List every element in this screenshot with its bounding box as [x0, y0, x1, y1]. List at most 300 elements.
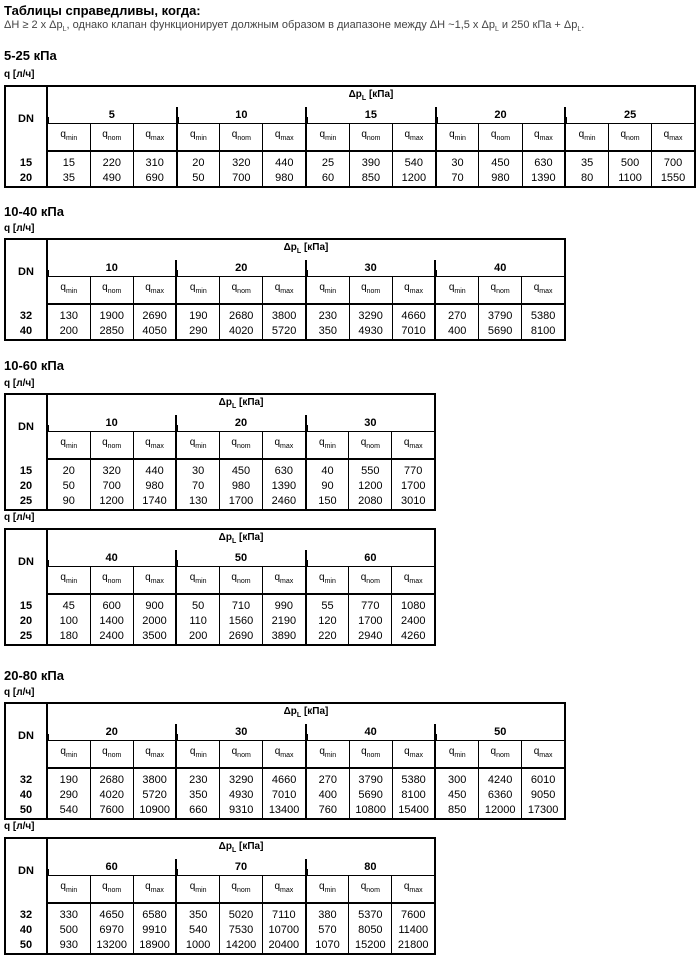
- dn-value: 32: [5, 903, 47, 923]
- table-row: [5, 304, 565, 324]
- flow-value: 900: [133, 594, 176, 614]
- section-heading: 5-25 кПа: [4, 48, 57, 63]
- flow-value: 230: [176, 768, 219, 788]
- flow-value: 110: [176, 614, 219, 629]
- flow-value: 1400: [90, 614, 133, 629]
- q-nom-label: $q_{nom}$: [90, 277, 133, 305]
- flow-value: 3010: [392, 494, 435, 510]
- flow-value: 13200: [90, 938, 133, 954]
- flow-value: 1700: [349, 614, 392, 629]
- flow-value: 7600: [90, 803, 133, 819]
- q-max-label: $q_{max}$: [133, 741, 176, 769]
- flow-value: 760: [306, 803, 349, 819]
- dp-value: 40: [435, 260, 565, 277]
- flow-value: 310: [133, 151, 176, 171]
- dp-value: 60: [47, 859, 176, 876]
- header-row: [5, 86, 695, 107]
- flow-value: 1100: [608, 171, 651, 187]
- q-min-label: $q_{min}$: [306, 567, 349, 595]
- flow-value: 7530: [219, 923, 262, 938]
- dp-values-row: [5, 550, 435, 567]
- flow-value: 1740: [133, 494, 176, 510]
- flow-value: 2690: [133, 304, 176, 324]
- flow-value: 3890: [263, 629, 306, 645]
- table-row: [5, 614, 435, 629]
- dp-header: $\Delta p_L$ [кПа]: [47, 529, 435, 550]
- flow-value: 6360: [479, 788, 522, 803]
- flow-value: 1700: [219, 494, 262, 510]
- dp-value: 40: [306, 724, 435, 741]
- q-max-label: $q_{max}$: [522, 277, 565, 305]
- flow-value: 300: [435, 768, 478, 788]
- flow-value: 35: [565, 151, 608, 171]
- flow-value: 550: [349, 459, 392, 479]
- page-title: Таблицы справедливы, когда:: [4, 3, 201, 18]
- dp-value: 80: [306, 859, 435, 876]
- dp-value: 20: [47, 724, 176, 741]
- q-nom-label: $q_{nom}$: [479, 277, 522, 305]
- flow-value: 25: [306, 151, 349, 171]
- flow-value: 190: [176, 304, 219, 324]
- table-row: [5, 768, 565, 788]
- flow-value: 2940: [349, 629, 392, 645]
- dn-value: 20: [5, 614, 47, 629]
- table-row: [5, 479, 435, 494]
- q-min-label: $q_{min}$: [306, 277, 349, 305]
- flow-table: [4, 393, 436, 511]
- q-max-label: $q_{max}$: [263, 124, 306, 152]
- flow-value: 4660: [392, 304, 435, 324]
- q-nom-label: $q_{nom}$: [220, 741, 263, 769]
- q-min-label: $q_{min}$: [306, 741, 349, 769]
- header-row: [5, 838, 435, 859]
- dn-header: DN: [5, 86, 47, 151]
- flow-value: 270: [306, 768, 349, 788]
- flow-table: [4, 837, 436, 955]
- flow-value: 190: [47, 768, 90, 788]
- q-min-label: $q_{min}$: [176, 741, 219, 769]
- flow-value: 100: [47, 614, 90, 629]
- q-nom-label: $q_{nom}$: [90, 741, 133, 769]
- dn-value: 50: [5, 938, 47, 954]
- flow-value: 45: [47, 594, 90, 614]
- q-nom-label: $q_{nom}$: [349, 567, 392, 595]
- q-max-label: $q_{max}$: [392, 876, 435, 904]
- dp-value: 50: [176, 550, 305, 567]
- dp-value: 30: [176, 724, 305, 741]
- section-heading: 10-40 кПа: [4, 204, 64, 219]
- q-max-label: $q_{max}$: [263, 876, 306, 904]
- dp-value: 25: [565, 107, 695, 124]
- flow-value: 130: [176, 494, 219, 510]
- flow-value: 180: [47, 629, 90, 645]
- flow-value: 1200: [393, 171, 436, 187]
- q-min-label: $q_{min}$: [435, 277, 478, 305]
- flow-value: 2850: [90, 324, 133, 340]
- dn-value: 40: [5, 923, 47, 938]
- flow-value: 6580: [133, 903, 176, 923]
- table-row: [5, 494, 435, 510]
- table-row: [5, 788, 565, 803]
- flow-value: 1080: [392, 594, 435, 614]
- flow-value: 850: [349, 171, 392, 187]
- flow-value: 2000: [133, 614, 176, 629]
- flow-value: 690: [133, 171, 176, 187]
- flow-value: 35: [47, 171, 90, 187]
- flow-value: 18900: [133, 938, 176, 954]
- flow-value: 700: [652, 151, 695, 171]
- unit-label: q [л/ч]: [4, 223, 35, 234]
- flow-value: 290: [47, 788, 90, 803]
- unit-label: q [л/ч]: [4, 378, 35, 389]
- flow-value: 220: [90, 151, 133, 171]
- flow-value: 1070: [306, 938, 349, 954]
- table-row: [5, 903, 435, 923]
- q-max-label: $q_{max}$: [133, 876, 176, 904]
- q-nom-label: $q_{nom}$: [479, 124, 522, 152]
- flow-value: 8050: [349, 923, 392, 938]
- q-labels-row: [5, 124, 695, 152]
- table-row: [5, 151, 695, 171]
- q-max-label: $q_{max}$: [133, 124, 176, 152]
- q-min-label: $q_{min}$: [177, 124, 220, 152]
- q-nom-label: $q_{nom}$: [219, 432, 262, 460]
- flow-value: 11400: [392, 923, 435, 938]
- q-labels-row: [5, 876, 435, 904]
- q-max-label: $q_{max}$: [392, 741, 435, 769]
- q-min-label: $q_{min}$: [435, 741, 478, 769]
- flow-table: [4, 702, 566, 820]
- q-min-label: $q_{min}$: [47, 567, 90, 595]
- dp-values-row: [5, 859, 435, 876]
- flow-value: 4660: [263, 768, 306, 788]
- dp-value: 10: [47, 260, 176, 277]
- flow-value: 50: [176, 594, 219, 614]
- dp-header: $\Delta p_L$ [кПа]: [47, 838, 435, 859]
- flow-value: 1700: [392, 479, 435, 494]
- unit-label: q [л/ч]: [4, 687, 35, 698]
- q-min-label: $q_{min}$: [306, 124, 349, 152]
- flow-value: 150: [306, 494, 349, 510]
- flow-value: 5720: [263, 324, 306, 340]
- intro-part: ΔH ≥ 2 x Δp: [4, 19, 63, 31]
- flow-value: 2680: [220, 304, 263, 324]
- flow-value: 7600: [392, 903, 435, 923]
- q-min-label: $q_{min}$: [47, 124, 90, 152]
- table-row: [5, 938, 435, 954]
- flow-value: 2460: [263, 494, 306, 510]
- flow-value: 50: [47, 479, 90, 494]
- dn-value: 20: [5, 171, 47, 187]
- dn-value: 20: [5, 479, 47, 494]
- unit-label: q [л/ч]: [4, 512, 35, 523]
- flow-value: 220: [306, 629, 349, 645]
- flow-value: 9310: [220, 803, 263, 819]
- flow-value: 3290: [349, 304, 392, 324]
- flow-value: 40: [306, 459, 349, 479]
- flow-value: 540: [393, 151, 436, 171]
- flow-table: [4, 85, 696, 188]
- intro-part: , однако клапан функционирует должным образом в диапазоне между ΔH ~1,5 x Δp: [66, 19, 495, 31]
- dp-value: 40: [47, 550, 176, 567]
- q-nom-label: $q_{nom}$: [608, 124, 651, 152]
- flow-value: 200: [176, 629, 219, 645]
- dp-value: 20: [436, 107, 566, 124]
- flow-value: 3500: [133, 629, 176, 645]
- dn-value: 50: [5, 803, 47, 819]
- flow-value: 440: [133, 459, 176, 479]
- q-min-label: $q_{min}$: [565, 124, 608, 152]
- q-min-label: $q_{min}$: [47, 876, 90, 904]
- flow-value: 10700: [263, 923, 306, 938]
- flow-value: 17300: [522, 803, 565, 819]
- section-heading: 20-80 кПа: [4, 668, 64, 683]
- dp-value: 20: [176, 415, 305, 432]
- flow-value: 500: [608, 151, 651, 171]
- flow-value: 4930: [220, 788, 263, 803]
- flow-value: 980: [219, 479, 262, 494]
- flow-value: 5690: [349, 788, 392, 803]
- flow-value: 770: [349, 594, 392, 614]
- dn-value: 40: [5, 324, 47, 340]
- header-row: [5, 703, 565, 724]
- intro-part: .: [581, 19, 585, 31]
- flow-value: 2400: [90, 629, 133, 645]
- intro-sub: L: [494, 26, 499, 34]
- dp-header: $\Delta p_L$ [кПа]: [47, 394, 435, 415]
- flow-value: 55: [306, 594, 349, 614]
- dn-value: 15: [5, 459, 47, 479]
- flow-value: 4020: [90, 788, 133, 803]
- flow-value: 1200: [349, 479, 392, 494]
- q-max-label: $q_{max}$: [652, 124, 695, 152]
- flow-value: 50: [177, 171, 220, 187]
- dp-header: $\Delta p_L$ [кПа]: [47, 703, 565, 724]
- dn-header: DN: [5, 394, 47, 459]
- flow-value: 1550: [652, 171, 695, 187]
- dp-value: 60: [306, 550, 435, 567]
- flow-value: 5380: [522, 304, 565, 324]
- unit-label: q [л/ч]: [4, 69, 35, 80]
- q-max-label: $q_{max}$: [522, 124, 565, 152]
- dn-header: DN: [5, 529, 47, 594]
- q-min-label: $q_{min}$: [436, 124, 479, 152]
- flow-value: 230: [306, 304, 349, 324]
- flow-value: 2690: [219, 629, 262, 645]
- flow-value: 2190: [263, 614, 306, 629]
- flow-value: 120: [306, 614, 349, 629]
- dn-header: DN: [5, 838, 47, 903]
- q-labels-row: [5, 432, 435, 460]
- q-min-label: $q_{min}$: [306, 876, 349, 904]
- q-nom-label: $q_{nom}$: [349, 124, 392, 152]
- section-heading: 10-60 кПа: [4, 358, 64, 373]
- flow-value: 20: [177, 151, 220, 171]
- intro-sub: L: [62, 26, 67, 34]
- q-nom-label: $q_{nom}$: [349, 277, 392, 305]
- flow-value: 350: [306, 324, 349, 340]
- dp-values-row: [5, 724, 565, 741]
- q-min-label: $q_{min}$: [47, 741, 90, 769]
- q-min-label: $q_{min}$: [306, 432, 349, 460]
- q-max-label: $q_{max}$: [263, 567, 306, 595]
- flow-value: 980: [263, 171, 306, 187]
- flow-value: 700: [220, 171, 263, 187]
- dp-value: 20: [176, 260, 305, 277]
- flow-value: 850: [435, 803, 478, 819]
- flow-value: 15400: [392, 803, 435, 819]
- q-nom-label: $q_{nom}$: [90, 876, 133, 904]
- flow-value: 710: [219, 594, 262, 614]
- flow-value: 290: [176, 324, 219, 340]
- table-row: [5, 803, 565, 819]
- flow-value: 500: [47, 923, 90, 938]
- dn-value: 15: [5, 151, 47, 171]
- flow-value: 630: [522, 151, 565, 171]
- flow-value: 30: [436, 151, 479, 171]
- q-nom-label: $q_{nom}$: [219, 876, 262, 904]
- dn-value: 40: [5, 788, 47, 803]
- q-min-label: $q_{min}$: [47, 277, 90, 305]
- flow-value: 980: [479, 171, 522, 187]
- flow-value: 1560: [219, 614, 262, 629]
- flow-table: [4, 238, 566, 341]
- flow-table: [4, 528, 436, 646]
- flow-value: 450: [219, 459, 262, 479]
- q-nom-label: $q_{nom}$: [220, 277, 263, 305]
- flow-value: 350: [176, 903, 219, 923]
- flow-value: 7110: [263, 903, 306, 923]
- q-nom-label: $q_{nom}$: [90, 124, 133, 152]
- flow-value: 70: [176, 479, 219, 494]
- flow-value: 13400: [263, 803, 306, 819]
- flow-value: 10900: [133, 803, 176, 819]
- q-min-label: $q_{min}$: [47, 432, 90, 460]
- flow-value: 330: [47, 903, 90, 923]
- flow-value: 930: [47, 938, 90, 954]
- flow-value: 3800: [263, 304, 306, 324]
- dn-value: 15: [5, 594, 47, 614]
- dn-value: 25: [5, 494, 47, 510]
- q-nom-label: $q_{nom}$: [220, 124, 263, 152]
- dp-value: 15: [306, 107, 436, 124]
- flow-value: 1000: [176, 938, 219, 954]
- flow-value: 3790: [479, 304, 522, 324]
- flow-value: 270: [435, 304, 478, 324]
- flow-value: 990: [263, 594, 306, 614]
- q-nom-label: $q_{nom}$: [349, 432, 392, 460]
- flow-value: 400: [435, 324, 478, 340]
- table-row: [5, 629, 435, 645]
- flow-value: 440: [263, 151, 306, 171]
- q-nom-label: $q_{nom}$: [90, 567, 133, 595]
- dp-value: 30: [306, 260, 435, 277]
- flow-value: 450: [479, 151, 522, 171]
- flow-value: 3290: [220, 768, 263, 788]
- dp-value: 10: [47, 415, 176, 432]
- flow-value: 70: [436, 171, 479, 187]
- flow-value: 9910: [133, 923, 176, 938]
- q-nom-label: $q_{nom}$: [349, 876, 392, 904]
- q-labels-row: [5, 741, 565, 769]
- flow-value: 80: [565, 171, 608, 187]
- flow-value: 770: [392, 459, 435, 479]
- flow-value: 6970: [90, 923, 133, 938]
- flow-value: 14200: [219, 938, 262, 954]
- flow-value: 2080: [349, 494, 392, 510]
- flow-value: 90: [306, 479, 349, 494]
- dp-values-row: [5, 415, 435, 432]
- dn-value: 25: [5, 629, 47, 645]
- flow-value: 3790: [349, 768, 392, 788]
- q-max-label: $q_{max}$: [263, 741, 306, 769]
- dp-values-row: [5, 260, 565, 277]
- flow-value: 20: [47, 459, 90, 479]
- q-max-label: $q_{max}$: [263, 432, 306, 460]
- flow-value: 320: [90, 459, 133, 479]
- dn-value: 32: [5, 304, 47, 324]
- q-max-label: $q_{max}$: [392, 277, 435, 305]
- flow-value: 6010: [522, 768, 565, 788]
- q-nom-label: $q_{nom}$: [349, 741, 392, 769]
- q-max-label: $q_{max}$: [522, 741, 565, 769]
- flow-value: 540: [47, 803, 90, 819]
- table-row: [5, 324, 565, 340]
- flow-value: 8100: [522, 324, 565, 340]
- flow-value: 2680: [90, 768, 133, 788]
- table-row: [5, 923, 435, 938]
- flow-value: 30: [176, 459, 219, 479]
- q-labels-row: [5, 567, 435, 595]
- dp-header: $\Delta p_L$ [кПа]: [47, 239, 565, 260]
- header-row: [5, 239, 565, 260]
- flow-value: 90: [47, 494, 90, 510]
- flow-value: 5720: [133, 788, 176, 803]
- q-max-label: $q_{max}$: [133, 432, 176, 460]
- flow-value: 8100: [392, 788, 435, 803]
- table-row: [5, 594, 435, 614]
- q-max-label: $q_{max}$: [263, 277, 306, 305]
- dp-header: $\Delta p_L$ [кПа]: [47, 86, 695, 107]
- q-nom-label: $q_{nom}$: [90, 432, 133, 460]
- flow-value: 1200: [90, 494, 133, 510]
- flow-value: 12000: [479, 803, 522, 819]
- flow-value: 450: [435, 788, 478, 803]
- dn-header: DN: [5, 703, 47, 768]
- header-row: [5, 394, 435, 415]
- flow-value: 7010: [392, 324, 435, 340]
- flow-value: 570: [306, 923, 349, 938]
- flow-value: 5020: [219, 903, 262, 923]
- flow-value: 4930: [349, 324, 392, 340]
- flow-value: 200: [47, 324, 90, 340]
- q-max-label: $q_{max}$: [133, 277, 176, 305]
- flow-value: 10800: [349, 803, 392, 819]
- q-labels-row: [5, 277, 565, 305]
- flow-value: 660: [176, 803, 219, 819]
- flow-value: 600: [90, 594, 133, 614]
- flow-value: 15200: [349, 938, 392, 954]
- intro-sub: L: [577, 26, 582, 34]
- q-min-label: $q_{min}$: [176, 432, 219, 460]
- table-row: [5, 171, 695, 187]
- q-max-label: $q_{max}$: [393, 124, 436, 152]
- flow-value: 4650: [90, 903, 133, 923]
- dp-value: 10: [177, 107, 307, 124]
- flow-value: 130: [47, 304, 90, 324]
- flow-value: 2400: [392, 614, 435, 629]
- q-max-label: $q_{max}$: [392, 432, 435, 460]
